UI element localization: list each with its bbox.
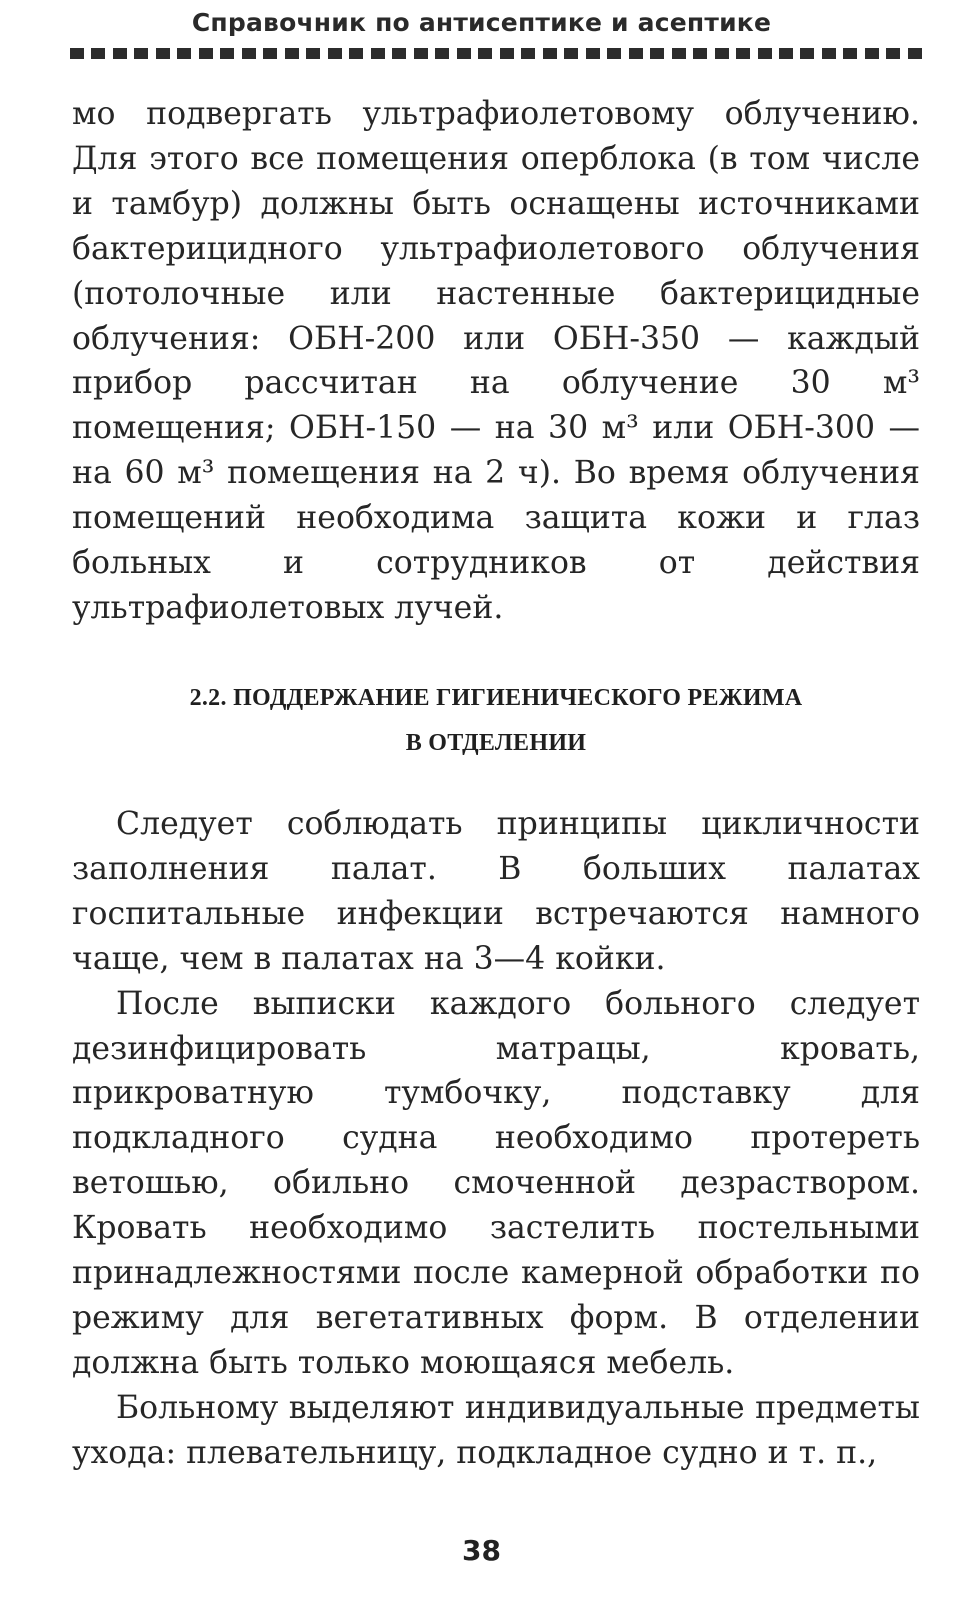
text-block-bottom (72, 802, 920, 1476)
section-heading (72, 676, 920, 766)
page-number: 38 (462, 1534, 501, 1567)
running-head: Справочник по антисептике и асептике (191, 8, 772, 37)
paragraph: После выписки каждого больного следует дезинфицировать матрацы, кровать, прикроватную тумбочку, подставку для подкладного судна необходимо протереть ветошью, обильно смоченной дезраствором. Кровать необходимо застелить постельными принадлежностями после камерной обработки по режиму для вегетативных форм. В отделении должна быть только моющаяся мебель. (72, 985, 920, 1381)
section-heading-line-1: 2.2. ПОДДЕРЖАНИЕ ГИГИЕНИЧЕСКОГО РЕЖИМА (189, 685, 803, 711)
section-heading-line-2: В ОТДЕЛЕНИИ (405, 730, 587, 756)
text-block-top (72, 92, 920, 631)
paragraph: Следует соблюдать принципы цикличности заполнения палат. В больших палатах госпитальные инфекции встречаются намного чаще, чем в палатах на 3—4 койки. (72, 806, 920, 977)
paragraph: Больному выделяют индивидуальные предметы ухода: плевательницу, подкладное судно и т. п., (72, 1389, 920, 1471)
paragraph-continued: мо подвергать ультрафиолетовому облучению. Для этого все помещения оперблока (в том числе и тамбур) должны быть оснащены источниками бактерицидного ультрафиолетового облучения (потолочные или настенные бактерицидные облучения: ОБН-200 или ОБН-350 — каждый прибор рассчитан на облучение 30 м³ помещения; ОБН-150 — на 30 м³ или ОБН-300 — на 60 м³ помещения на 2 ч). Во время облучения помещений необходима защита кожи и глаз больных и сотрудников от действия ультрафиолетовых лучей. (72, 96, 920, 626)
decorative-dashed-rule (70, 48, 922, 60)
